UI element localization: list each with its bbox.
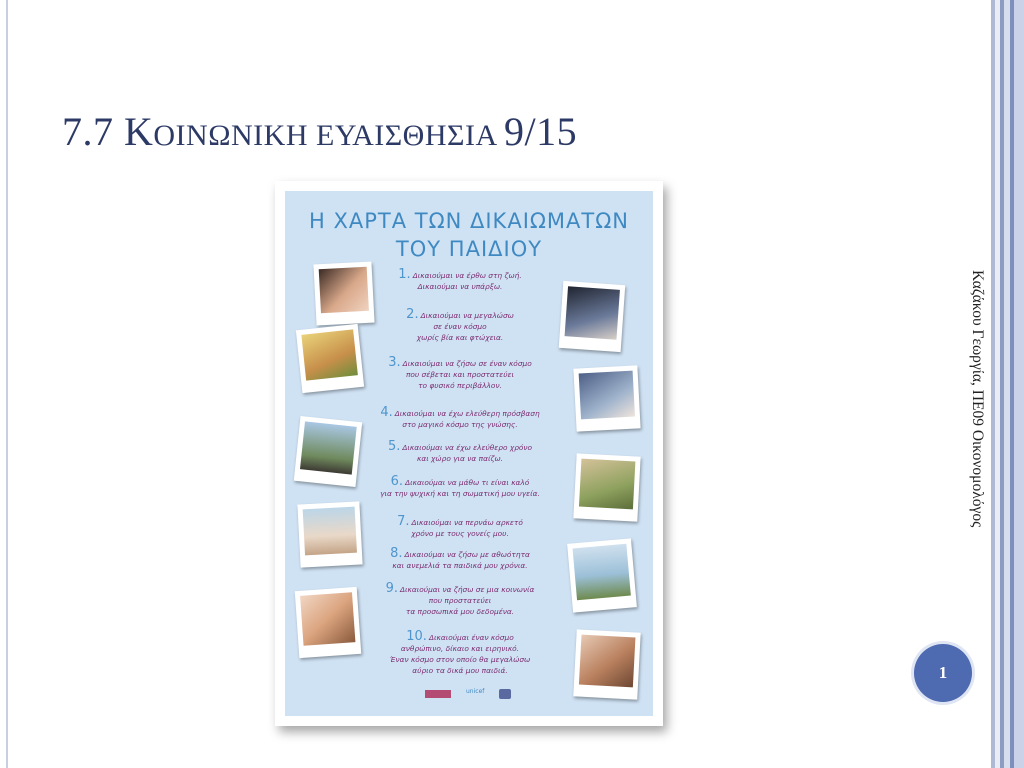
right-item-line — [355, 332, 565, 343]
right-item-line — [355, 643, 565, 654]
right-text: και χώρο για να παίζω. — [416, 454, 504, 463]
right-number: 6. — [390, 474, 404, 489]
right-text: το φυσικό περιβάλλον. — [418, 381, 502, 390]
title-part: 9/15 — [503, 109, 578, 154]
right-text: Δικαιούμαι να περνάω αρκετό — [411, 518, 523, 527]
poster-background — [285, 191, 653, 716]
right-item-line — [355, 583, 565, 595]
right-item-4 — [355, 407, 565, 430]
right-text: που σέβεται και προστατεύει — [405, 370, 515, 379]
right-item-line — [355, 631, 565, 643]
right-item-line — [355, 321, 565, 332]
right-item-line — [355, 369, 565, 380]
right-text: τα προσωπικά μου δεδομένα. — [405, 607, 515, 616]
title-part: Κ — [124, 109, 154, 154]
right-text: Δικαιούμαι να έρθω στη ζωή. — [412, 271, 522, 280]
right-text: χωρίς βία και φτώχεια. — [416, 333, 504, 342]
right-text: Δικαιούμαι έναν κόσμο — [428, 633, 514, 642]
author-vertical-text: Καζάκου Γεωργία, ΠΕ09 Οικονομολόγος — [969, 270, 986, 528]
photo-child-bike — [294, 416, 362, 487]
right-item-line — [355, 269, 565, 281]
ministry-emblem-icon — [499, 689, 511, 699]
rights-poster — [275, 181, 663, 726]
title-part: 7.7 — [62, 109, 124, 154]
photo-family-lawn — [573, 453, 640, 521]
right-item-line — [355, 419, 565, 430]
right-item-line — [355, 665, 565, 676]
photo-kids-field — [296, 324, 364, 393]
right-item-9 — [355, 583, 565, 617]
right-item-line — [355, 309, 565, 321]
sponsor-logos — [285, 688, 653, 702]
title-part: ΕΥΑΙΣΘΗΣΙΑ — [316, 119, 504, 152]
right-number: 2. — [406, 307, 419, 322]
right-number: 10. — [406, 629, 427, 644]
photo-kids-jumping — [567, 538, 637, 612]
right-item-line — [355, 606, 565, 617]
right-item-line — [355, 488, 565, 499]
title-part: ΟΙΝΩΝΙΚΗ — [153, 119, 316, 152]
unicef-logo: unicef — [466, 688, 485, 695]
right-text: Έναν κόσμο στον οποίο θα μεγαλώσω — [389, 655, 531, 664]
right-item-7 — [355, 516, 565, 539]
right-text: στο μαγικό κόσμο της γνώσης. — [402, 420, 518, 429]
right-text: για την ψυχική και τη σωματική μου υγεία. — [380, 489, 540, 498]
right-item-line — [355, 357, 565, 369]
page-number-badge: 1 — [914, 644, 972, 702]
right-number: 9. — [385, 581, 398, 596]
right-item-2 — [355, 309, 565, 343]
right-number: 4. — [380, 405, 393, 420]
right-text: Δικαιούμαι να μάθω τι είναι καλό — [405, 478, 530, 487]
poster-title-line1: Η ΧΑΡΤΑ ΤΩΝ ΔΙΚΑΙΩΜΑΤΩΝ — [308, 209, 629, 233]
right-text: που προστατεύει — [428, 596, 492, 605]
right-item-line — [355, 528, 565, 539]
right-text: και ανεμελιά τα παιδικά μου χρόνια. — [392, 561, 528, 570]
right-item-line — [355, 380, 565, 391]
right-item-line — [355, 595, 565, 606]
right-text: Δικαιούμαι να έχω ελεύθερη πρόσβαση — [394, 409, 540, 418]
right-item-line — [355, 281, 565, 292]
photo-child-window — [559, 281, 626, 352]
right-item-5 — [355, 441, 565, 464]
left-border-line — [6, 0, 8, 768]
right-item-line — [355, 476, 565, 488]
right-number: 5. — [387, 439, 401, 454]
right-text: χρόνο με τους γονείς μου. — [411, 529, 509, 538]
right-item-3 — [355, 357, 565, 391]
right-item-line — [355, 654, 565, 665]
right-item-6 — [355, 476, 565, 499]
sponsor-logo — [425, 690, 451, 698]
right-item-10 — [355, 631, 565, 676]
photo-mother-baby — [313, 262, 374, 326]
right-decorative-band — [986, 0, 1024, 768]
right-text: Δικαιούμαι να ζήσω σε έναν κόσμο — [402, 359, 532, 368]
photo-child-smiling — [295, 587, 362, 658]
right-text: σε έναν κόσμο — [433, 322, 487, 331]
right-number: 3. — [388, 355, 401, 370]
right-text: Δικαιούμαι να ζήσω σε μια κοινωνία — [399, 585, 535, 594]
right-item-line — [355, 516, 565, 528]
right-item-line — [355, 453, 565, 464]
right-text: αύριο τα δικά μου παιδιά. — [412, 666, 508, 675]
right-number: 8. — [390, 546, 403, 561]
right-number: 1. — [398, 267, 411, 282]
right-text: Δικαιούμαι να έχω ελεύθερο χρόνο — [402, 443, 533, 452]
photo-hand — [573, 365, 640, 431]
right-text: Δικαιούμαι να μεγαλώσω — [420, 311, 514, 320]
right-text: ανθρώπινο, δίκαιο και ειρηνικό. — [400, 644, 520, 653]
right-number: 7. — [397, 514, 410, 529]
right-item-line — [355, 548, 565, 560]
right-item-1 — [355, 269, 565, 292]
slide-title — [62, 108, 577, 155]
right-item-line — [355, 441, 565, 453]
poster-title-line2: ΤΟΥ ΠΑΙΔΙΟΥ — [395, 237, 543, 261]
right-item-line — [355, 407, 565, 419]
right-text: Δικαιούμαι να υπάρξω. — [417, 282, 503, 291]
right-item-8 — [355, 548, 565, 571]
right-text: Δικαιούμαι να ζήσω με αθωότητα — [404, 550, 530, 559]
photo-girl-beach — [297, 501, 362, 567]
right-item-line — [355, 560, 565, 571]
